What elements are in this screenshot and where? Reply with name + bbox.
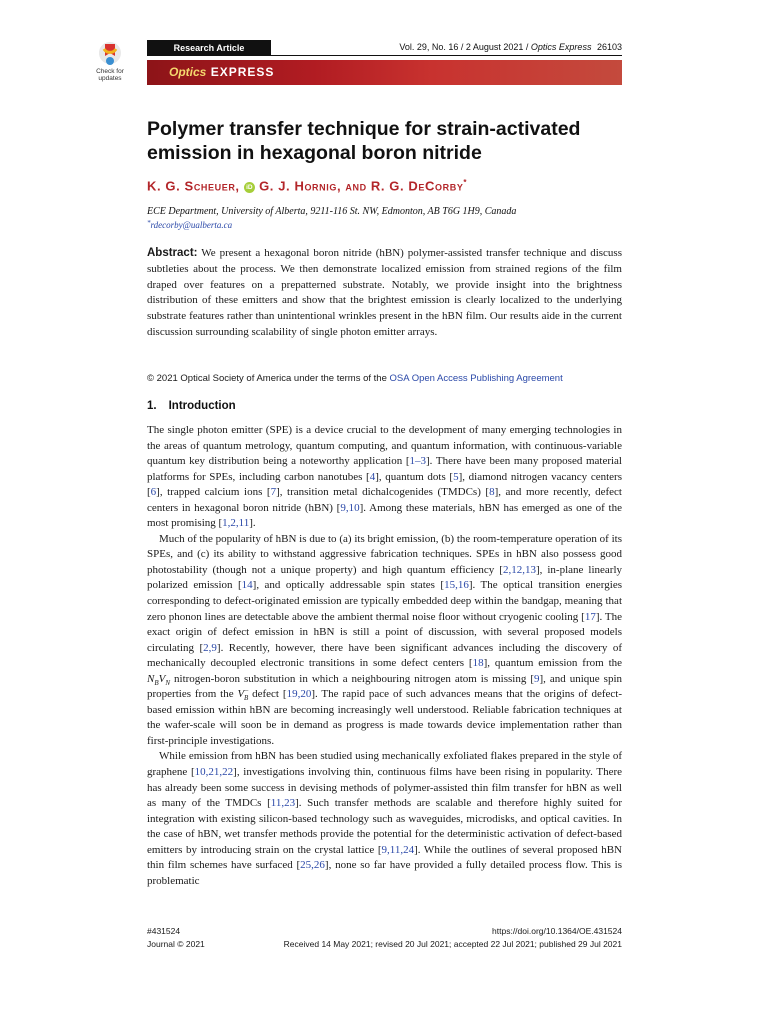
text-run: ]. The exact origin of defect emission in hBN is still a point of discussion, with several proposed models circulating [ <box>147 610 622 654</box>
paper-title: Polymer transfer technique for strain-activated emission in hexagonal boron nitride <box>147 118 581 164</box>
corresponding-marker: * <box>463 178 468 187</box>
citation-link[interactable]: 25,26 <box>300 859 325 872</box>
affiliation: ECE Department, University of Alberta, 9211-116 St. NW, Edmonton, AB T6G 1H9, Canada <box>147 206 517 217</box>
text-run: ]. Such transfer methods are scalable and therefore highly suited for integration with existing silicon-based technology such as waveguides, microdisks, and optical cavities. In the case of hBN, wet transfer methods provide the potential for the deterministic activation of defect-based emitters by introducing strain on the crystal lattice [ <box>147 797 622 856</box>
text-run: ], and more recently, defect centers in hexagonal boron nitride (hBN) [ <box>147 486 622 514</box>
journal-logo-optics: Optics <box>169 65 207 79</box>
abstract <box>147 246 622 341</box>
abstract-heading: Abstract: <box>147 247 198 259</box>
text-run: ], quantum dots [ <box>375 470 454 483</box>
text-run: nitrogen-boron substitution in which a neighbouring nitrogen atom is missing [ <box>170 672 534 685</box>
text-run: ], transition metal dichalcogenides (TMDCs) [ <box>276 486 490 499</box>
citation-link[interactable]: 5 <box>453 470 459 483</box>
text-run: ], in-plane linearly polarized emission [ <box>147 563 622 592</box>
author-scheuer: K. G. Scheuer, <box>147 178 240 194</box>
text-run: ], and unique spin properties from the <box>147 672 623 701</box>
citation-link[interactable]: 15,16 <box>444 579 469 592</box>
citation-link[interactable]: 17 <box>584 610 596 623</box>
text-run: ]. The rapid pace of such advances means that the origins of defect-based emission within hBN are becoming increasingly well understood. Reliable fabrication techniques at the wafer-scale will soon be in demand as progress is made towards device implementation rather than first-principle investigations. <box>147 688 623 747</box>
section-heading <box>147 400 236 412</box>
text-run: ]. Recently, however, there have been significant advances including the discovery of mechanically decoupled electronic transitions in some defect centers [ <box>147 641 622 670</box>
math-superscript: − <box>244 686 249 695</box>
citation-link[interactable]: 9,11,24 <box>381 843 415 856</box>
text-run: Much of the popularity of hBN is due to (a) its bright emission, (b) the room-temperature operation of its SPEs, and (c) its ability to withstand aggressive fabrication techniques. SPEs in hBN also possess good photostability (though not a unique property) and high quantum efficiency [ <box>147 532 622 576</box>
author-hornig-decorby: G. J. Hornig, and R. G. DeCorby <box>259 178 464 194</box>
text-run: While emission from hBN has been studied using mechanically exfoliated flakes prepared in the style of graphene [ <box>147 750 622 779</box>
copyright-text: © 2021 Optical Society of America under the terms of the <box>147 373 390 384</box>
text-run: ], diamond nitrogen vacancy centers [ <box>147 470 622 499</box>
text-run: The single photon emitter (SPE) is a device crucial to the development of many emerging technologies in the areas of quantum metrology, quantum computing, and quantum information, with continuous-variable quantum key distribution being a noteworthy application [ <box>147 424 622 468</box>
citation-link[interactable]: 18 <box>472 657 484 670</box>
journal-banner <box>147 60 622 85</box>
author-list <box>147 178 627 193</box>
paragraph-1 <box>147 423 622 532</box>
citation-link[interactable]: 8 <box>489 486 495 499</box>
article-type-label: Research Article <box>147 40 271 56</box>
orcid-icon[interactable]: iD <box>244 182 255 193</box>
doi-link[interactable]: https://doi.org/10.1364/OE.431524 <box>492 926 622 936</box>
citation-link[interactable]: 6 <box>150 486 157 499</box>
citation-link[interactable]: 7 <box>270 486 277 499</box>
text-run: ]. <box>249 517 256 530</box>
updates-label: updates <box>98 75 122 82</box>
journal-logo-express: EXPRESS <box>210 65 275 79</box>
citation-link[interactable]: 11,23 <box>270 797 296 810</box>
citation-link[interactable]: 19,20 <box>286 688 312 701</box>
math-subscript: N <box>165 678 171 687</box>
article-header <box>147 40 622 56</box>
citation-link[interactable]: 14 <box>241 579 253 592</box>
text-run: defect [ <box>248 688 287 701</box>
body-text <box>147 423 622 889</box>
publication-dates: Received 14 May 2021; revised 20 Jul 2021; accepted 22 Jul 2021; published 29 Jul 2021 <box>283 939 622 949</box>
math-subscript: B <box>154 678 159 687</box>
text-run: ]. While the outlines of several proposed hBN thin film schemes have surfaced [ <box>147 843 622 872</box>
page-number: 26103 <box>596 42 622 52</box>
check-for-updates-badge[interactable] <box>93 40 127 82</box>
volume-info: Vol. 29, No. 16 / 2 August 2021 / <box>399 42 531 52</box>
math-subscript: B <box>243 694 249 703</box>
check-for-label: Check for <box>96 68 124 75</box>
citation-link[interactable]: 9,10 <box>340 501 360 514</box>
text-run: ], none so far have provided a fully detailed process flow. This is problematic <box>147 859 622 887</box>
check-for-updates-icon <box>97 40 123 68</box>
text-run: ]. There have been many proposed material platforms for SPEs, including carbon nanotubes [ <box>147 455 622 483</box>
text-run: ], investigations involving thin, continuous films have been rising in popularity. There has already been some success in devising methods of polymer-assisted thin film transfer for hBN as well as many of the TMDCs [ <box>147 766 622 810</box>
text-run: ], and optically addressable spin states [ <box>252 579 445 592</box>
section-number: 1. <box>147 400 157 412</box>
abstract-text: We present a hexagonal boron nitride (hBN) polymer-assisted transfer technique and discuss subtleties about the process. We then demonstrate localized emission from strained regions of the film draped over features on a prepatterned substrate. Notably, we provide insight into the brightness distribution of these emitters and show that the brightest emission is clearly localized to the underlying substrate features rather than unintentional wrinkles present in the hBN film. Our results aide in the current discussion surrounding scalability of single photon emitter arrays. <box>147 247 622 338</box>
article-id: #431524 <box>147 926 181 936</box>
citation-link[interactable]: 9 <box>534 672 540 685</box>
text-run: ]. Among these materials, hBN has emerged as one of the most promising [ <box>147 501 622 530</box>
journal-logo <box>169 65 274 79</box>
section-title: Introduction <box>168 400 236 412</box>
journal-title-italic: Optics Express <box>530 42 592 52</box>
text-run: ], trapped calcium ions [ <box>156 486 271 499</box>
math-nbvn <box>147 673 170 685</box>
email-star: * <box>147 219 151 227</box>
text-run: ]. The optical transition energies corresponding to defect-originated emission are typically embedded deep within the bandgap, meaning that zero phonon lines are detectable above the ambient thermal noise floor without cryogenic cooling [ <box>147 579 622 623</box>
text-run: ], quantum emission from the <box>483 657 623 670</box>
citation-link[interactable]: 1,2,11 <box>222 517 250 530</box>
math-vb <box>237 686 249 703</box>
journal-copyright: Journal © 2021 <box>147 939 205 949</box>
math-symbol: N <box>147 672 155 685</box>
page-footer <box>147 926 622 952</box>
copyright-line <box>147 373 622 384</box>
volume-citation <box>399 42 622 52</box>
citation-link[interactable]: 2,12,13 <box>502 563 536 576</box>
paragraph-2 <box>147 532 622 750</box>
paragraph-3 <box>147 749 622 889</box>
corresponding-email <box>147 219 232 230</box>
citation-link[interactable]: 1–3 <box>409 455 426 468</box>
email-link[interactable]: rdecorby@ualberta.ca <box>150 220 233 230</box>
osa-agreement-link[interactable]: OSA Open Access Publishing Agreement <box>389 373 563 384</box>
math-symbol: V <box>237 688 245 701</box>
citation-link[interactable]: 4 <box>369 470 376 483</box>
citation-link[interactable]: 2,9 <box>203 641 217 654</box>
citation-link[interactable]: 10,21,22 <box>194 766 234 779</box>
math-symbol: V <box>158 672 166 685</box>
header-rule <box>271 55 622 56</box>
